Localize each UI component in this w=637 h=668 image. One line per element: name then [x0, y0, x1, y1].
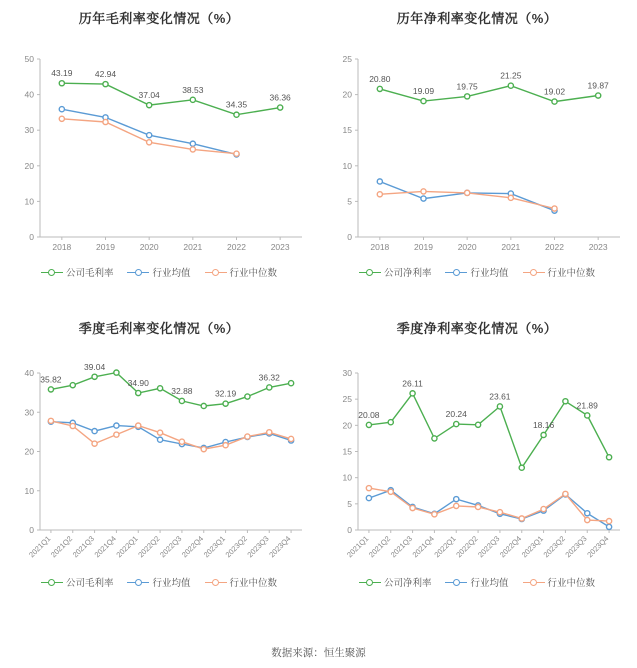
svg-text:2019: 2019 — [414, 242, 433, 252]
svg-text:15: 15 — [342, 125, 352, 136]
legend-label-industry-median: 行业中位数 — [229, 578, 278, 589]
svg-text:18.16: 18.16 — [532, 419, 555, 430]
chart-legend — [0, 265, 318, 279]
legend-marker-industry-avg — [445, 578, 467, 587]
svg-text:19.75: 19.75 — [456, 81, 478, 92]
chart-title: 历年净利率变化情况（%） — [396, 11, 558, 26]
svg-text:20: 20 — [342, 89, 352, 100]
legend-marker-industry-median — [523, 268, 545, 277]
svg-text:39.04: 39.04 — [83, 361, 106, 372]
svg-text:2023Q3: 2023Q3 — [563, 534, 589, 560]
svg-text:2018: 2018 — [52, 242, 72, 252]
svg-text:5: 5 — [347, 498, 352, 509]
svg-text:2022Q2: 2022Q2 — [454, 534, 480, 560]
svg-text:0: 0 — [347, 525, 352, 535]
svg-text:30: 30 — [24, 125, 34, 136]
legend-label-industry-median: 行业中位数 — [229, 268, 278, 279]
svg-text:36.32: 36.32 — [258, 372, 280, 383]
legend-item-company — [359, 265, 432, 279]
chart-panel-annual-net-margin — [318, 0, 636, 310]
legend-marker-industry-median — [205, 268, 227, 277]
chart-panel-quarterly-gross-margin — [0, 310, 318, 620]
chart-canvas-annual-net-margin — [324, 33, 630, 263]
svg-text:2023Q1: 2023Q1 — [519, 534, 545, 560]
svg-text:32.19: 32.19 — [214, 388, 237, 399]
svg-text:20: 20 — [24, 446, 34, 457]
legend-marker-industry-median — [523, 578, 545, 587]
legend-marker-industry-avg — [127, 268, 149, 277]
svg-text:30: 30 — [342, 368, 352, 378]
svg-text:2021Q4: 2021Q4 — [410, 534, 436, 560]
legend-marker-industry-median — [205, 578, 227, 587]
svg-text:5: 5 — [347, 196, 352, 207]
svg-text:10: 10 — [24, 485, 34, 496]
svg-text:25: 25 — [342, 394, 352, 405]
svg-text:2023: 2023 — [588, 242, 608, 252]
svg-text:2021Q1: 2021Q1 — [345, 534, 371, 560]
svg-text:2021Q2: 2021Q2 — [366, 534, 393, 560]
svg-text:20.08: 20.08 — [358, 409, 380, 420]
svg-text:0: 0 — [29, 525, 34, 535]
svg-text:2020: 2020 — [139, 242, 159, 252]
chart-canvas-annual-gross-margin — [6, 33, 312, 263]
legend-label-company: 公司毛利率 — [65, 578, 114, 589]
svg-text:40: 40 — [24, 368, 34, 378]
svg-text:25: 25 — [342, 54, 352, 64]
svg-text:2023Q2: 2023Q2 — [541, 534, 567, 560]
svg-text:19.87: 19.87 — [587, 80, 609, 91]
svg-text:20: 20 — [342, 420, 352, 431]
svg-text:2022Q2: 2022Q2 — [136, 534, 162, 560]
svg-text:2022Q1: 2022Q1 — [432, 534, 458, 560]
svg-text:2023: 2023 — [270, 242, 290, 252]
svg-text:30: 30 — [24, 407, 34, 418]
legend-label-industry-median: 行业中位数 — [547, 578, 596, 589]
svg-text:21.89: 21.89 — [576, 400, 598, 411]
chart-title: 季度毛利率变化情况（%） — [78, 321, 240, 336]
svg-text:38.53: 38.53 — [182, 84, 204, 95]
svg-text:10: 10 — [342, 472, 352, 483]
svg-text:36.36: 36.36 — [269, 92, 291, 103]
svg-text:20.24: 20.24 — [445, 409, 467, 420]
svg-text:2021Q3: 2021Q3 — [70, 534, 96, 560]
svg-text:2022Q3: 2022Q3 — [476, 534, 502, 560]
chart-legend — [318, 265, 636, 279]
svg-text:2023Q2: 2023Q2 — [223, 534, 249, 560]
svg-text:2021Q2: 2021Q2 — [48, 534, 75, 560]
legend-label-industry-avg: 行业均值 — [152, 578, 191, 589]
svg-text:2021Q1: 2021Q1 — [27, 534, 53, 560]
legend-label-company: 公司净利率 — [383, 578, 432, 589]
svg-text:20.80: 20.80 — [369, 73, 391, 84]
legend-marker-company — [359, 578, 381, 587]
svg-text:10: 10 — [24, 196, 34, 207]
svg-text:32.88: 32.88 — [171, 385, 193, 396]
svg-text:2023Q3: 2023Q3 — [245, 534, 271, 560]
svg-text:2023Q4: 2023Q4 — [585, 534, 611, 560]
svg-text:34.35: 34.35 — [225, 99, 248, 110]
svg-text:2021: 2021 — [183, 242, 203, 252]
legend-marker-company — [359, 268, 381, 277]
svg-text:35.82: 35.82 — [40, 374, 62, 385]
svg-text:2022: 2022 — [545, 242, 564, 252]
legend-label-industry-avg: 行业均值 — [470, 578, 509, 589]
svg-text:2018: 2018 — [370, 242, 390, 252]
legend-marker-industry-avg — [127, 578, 149, 587]
svg-text:2021Q4: 2021Q4 — [92, 534, 118, 560]
svg-text:20: 20 — [24, 160, 34, 171]
legend-item-industry-median — [205, 265, 278, 279]
svg-text:2023Q1: 2023Q1 — [201, 534, 227, 560]
svg-text:2022Q4: 2022Q4 — [497, 534, 524, 560]
svg-text:2022: 2022 — [227, 242, 246, 252]
legend-marker-company — [41, 578, 63, 587]
svg-text:42.94: 42.94 — [94, 69, 117, 80]
chart-canvas-quarterly-gross-margin — [6, 343, 312, 588]
source-note: 数据来源：恒生聚源 — [271, 647, 366, 659]
svg-text:19.02: 19.02 — [543, 86, 566, 97]
svg-text:2022Q1: 2022Q1 — [114, 534, 140, 560]
legend-item-industry-avg — [445, 265, 508, 279]
svg-text:2021Q3: 2021Q3 — [388, 534, 414, 560]
svg-text:26.11: 26.11 — [402, 378, 423, 389]
svg-text:2021: 2021 — [501, 242, 521, 252]
svg-text:50: 50 — [24, 54, 34, 64]
svg-text:40: 40 — [24, 89, 34, 100]
svg-text:21.25: 21.25 — [500, 70, 522, 81]
legend-label-company: 公司净利率 — [383, 268, 432, 279]
svg-text:2019: 2019 — [96, 242, 115, 252]
svg-text:0: 0 — [29, 232, 34, 242]
svg-text:2022Q3: 2022Q3 — [158, 534, 184, 560]
chart-title: 季度净利率变化情况（%） — [396, 321, 558, 336]
chart-title: 历年毛利率变化情况（%） — [78, 11, 240, 26]
svg-text:23.61: 23.61 — [489, 391, 511, 402]
svg-text:37.04: 37.04 — [138, 90, 160, 101]
svg-text:2023Q4: 2023Q4 — [267, 534, 293, 560]
legend-label-industry-avg: 行业均值 — [152, 268, 191, 279]
legend-item-industry-avg — [127, 265, 190, 279]
chart-panel-annual-gross-margin — [0, 0, 318, 310]
legend-label-industry-median: 行业中位数 — [547, 268, 596, 279]
svg-text:34.90: 34.90 — [127, 378, 149, 389]
chart-canvas-quarterly-net-margin — [324, 343, 630, 588]
legend-label-industry-avg: 行业均值 — [470, 268, 509, 279]
legend-label-company: 公司毛利率 — [65, 268, 114, 279]
svg-text:0: 0 — [347, 232, 352, 242]
legend-marker-company — [41, 268, 63, 277]
svg-text:10: 10 — [342, 160, 352, 171]
svg-text:2022Q4: 2022Q4 — [179, 534, 206, 560]
legend-marker-industry-avg — [445, 268, 467, 277]
svg-text:2020: 2020 — [457, 242, 477, 252]
svg-text:43.19: 43.19 — [51, 68, 73, 79]
svg-text:19.09: 19.09 — [412, 86, 435, 97]
svg-text:15: 15 — [342, 446, 352, 457]
chart-panel-quarterly-net-margin — [318, 310, 636, 620]
legend-item-company — [41, 265, 114, 279]
legend-item-industry-median — [523, 265, 596, 279]
